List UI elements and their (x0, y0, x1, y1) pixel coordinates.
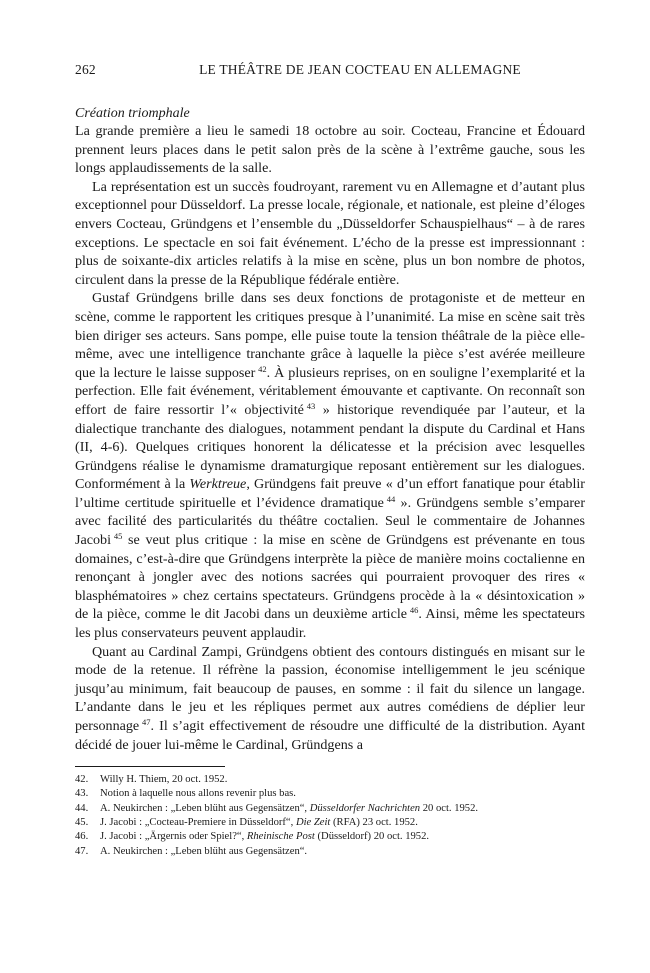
text-run: . À plusieurs reprises, on en souligne l’exemplarité et la perfection. Elle fait événement, véritablement émouvante et captivante. On reconnaît son effort de faire ressortir l’« objectivité (75, 364, 585, 418)
footnote-text-run: (RFA) 23 oct. 1952. (330, 817, 418, 829)
text-run: Quant au Cardinal Zampi, Gründgens obtient des contours distingués en misant sur le mode de la retenue. Il réfrène la passion, économise intelligemment le jeu scénique jusqu’au minimum, fait beaucoup de pauses, en somme : il fait du silence un langage. L’andante dans le jeu et les répliques permet aux autres comédiens de déplier leur personnage (75, 643, 585, 734)
body-text (75, 122, 585, 754)
text-run: . Ainsi, même les spectateurs les plus conservateurs peuvent applaudir. (75, 606, 586, 642)
text-run: . Il s’agit effectivement de résoudre une difficulté de la distribution. Ayant décidé de jouer lui-même le Cardinal, Gründgens a (75, 718, 585, 753)
footnote-ref-42[interactable]: 42 (258, 363, 267, 374)
paragraph-1: La grande première a lieu le samedi 18 octobre au soir. Cocteau, Francine et Édouard prennent leurs places dans le petit salon près de la scène à l’extrême gauche, sous les longs applaudissements de la salle. (75, 123, 585, 177)
footnote-ref-47[interactable]: 47 (142, 717, 151, 727)
footnote-text-run: J. Jacobi : „Ärgernis oder Spiel?“, (100, 831, 247, 843)
footnote-45 (75, 816, 585, 830)
footnote-number: 43. (75, 788, 89, 800)
footnote-44 (75, 802, 585, 816)
paragraph-2: La représentation est un succès foudroyant, rarement vu en Allemagne et d’autant plus exceptionnel pour Düsseldorf. La presse locale, régionale, et nationale, est pleine d’éloges envers Cocteau, Gründgens et l’ensemble du „Düsseldorfer Schauspielhaus“ – à de rares exceptions. Le spectacle en soi fait événement. L’écho de la presse est impressionnant : plus de soixante-dix articles relatifs à la mise en scène, plus un bon nombre de photos, circulent dans la presse de la République fédérale entière. (75, 178, 585, 288)
running-header (75, 62, 585, 82)
page-number: 262 (75, 62, 96, 77)
footnote-ref-44[interactable]: 44 (386, 493, 396, 504)
footnote-text-run: J. Jacobi : „Cocteau-Premiere in Düsseldorf“, (100, 817, 296, 829)
footnote-divider (75, 766, 225, 767)
footnote-text-run: (Düsseldorf) 20 oct. 1952. (314, 831, 430, 843)
page (75, 62, 585, 859)
footnote-number: 46. (75, 831, 89, 843)
footnote-47 (75, 845, 585, 859)
text-run: » historique revendiquée par l’auteur, et la dialectique tranchante des dialogues, notamment pendant la dispute du Cardinal et Hans (II, 4-6). Quelques critiques honorent la délicatesse et la précision avec lesquelles Gründgens réalise le dynamisme dramaturgique reposant entièrement sur les dialogues. Conformément à la (75, 401, 585, 493)
footnote-text (100, 830, 429, 844)
publication-title: Rheinische Post (246, 831, 315, 843)
footnote-number: 44. (75, 802, 89, 814)
footnote-text: Willy H. Thiem, 20 oct. 1952. (100, 774, 228, 786)
paragraph-4 (75, 643, 585, 755)
footnote-ref-46[interactable]: 46 (409, 605, 419, 616)
footnote-number: 45. (75, 817, 89, 829)
footnote-text (100, 802, 478, 816)
footnote-number: 47. (75, 845, 89, 857)
footnote-text-run: 20 oct. 1952. (420, 802, 479, 814)
werktreue-term: Werktreue (189, 476, 247, 493)
paragraph-3 (75, 289, 585, 642)
publication-title: Düsseldorfer Nachrichten (309, 802, 421, 814)
footnote-text: Notion à laquelle nous allons revenir plus bas. (100, 788, 296, 800)
text-run: , Gründgens fait preuve « d’un effort fanatique pour établir l’ultime certitude spirituelle et l’évidence dramatique (75, 476, 585, 511)
footnote-text: A. Neukirchen : „Leben blüht aus Gegensätzen“. (100, 845, 308, 857)
text-run: se veut plus critique : la mise en scène de Gründgens est prévenante en tous domaines, c’est-à-dire que Gründgens interprète la pièce de manière moins coctalienne en renonçant à jongler avec des notions sacrées qui pourraient provoquer des rires « blasphématoires » chez certains spectateurs. Gründgens procède à la « désintoxication » de la pièce, comme le dit Jacobi dans un deuxième article (75, 532, 585, 623)
text-run: Gustaf Gründgens brille dans ses deux fonctions de protagoniste et de metteur en scène, comme le rapportent les critiques presque à l’unanimité. La mise en scène sait très bien diriger ses acteurs. Sans pompe, elle puise toute la tension théâtrale de la pièce elle-même, avec une intelligence tranchante grâce à laquelle la pièce s’est avérée meilleure que la lecture le laisse supposer (75, 290, 585, 381)
footnote-42 (75, 773, 585, 787)
footnote-text (100, 816, 418, 830)
footnote-43 (75, 787, 585, 801)
footnotes (75, 773, 585, 859)
text-run: ». Gründgens semble s’emparer avec facilité des particularités du théâtre coctalien. Seul le commentaire de Johannes Jacobi (75, 494, 586, 549)
footnote-text-run: A. Neukirchen : „Leben blüht aus Gegensätzen“, (100, 802, 310, 814)
publication-title: Die Zeit (295, 817, 331, 829)
footnote-46 (75, 830, 585, 844)
footnote-number: 42. (75, 774, 89, 786)
footnote-ref-43[interactable]: 43 (306, 400, 316, 411)
footnote-ref-45[interactable]: 45 (113, 531, 123, 542)
section-title: Création triomphale (75, 106, 190, 121)
running-title: LE THÉÂTRE DE JEAN COCTEAU EN ALLEMAGNE (199, 62, 521, 77)
